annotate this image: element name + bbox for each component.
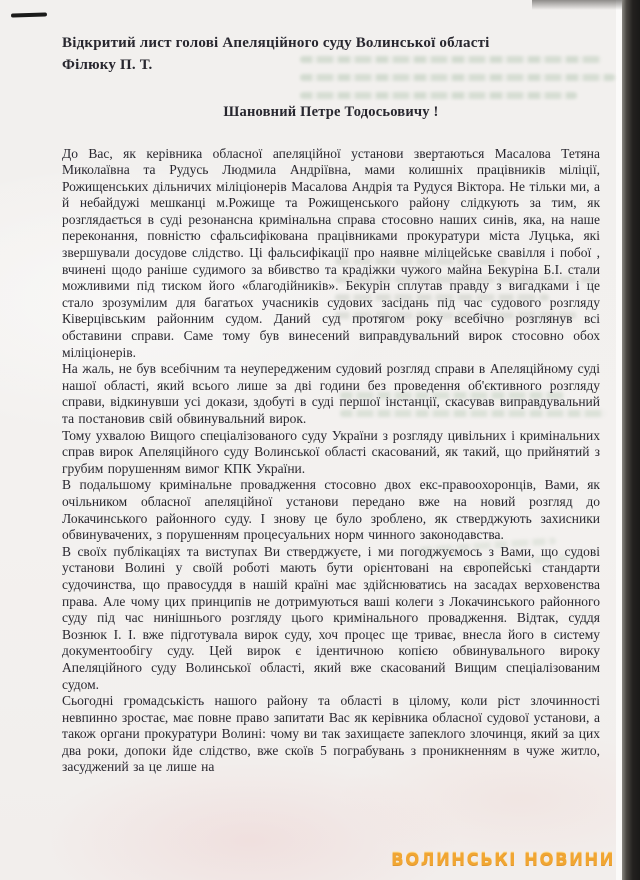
letter-paragraph: В своїх публікаціях та виступах Ви стверджуєте, і ми погоджуємось з Вами, що судові установи Волині у своїй роботі мають бути орієнтовані на європейські стандарти судочинства, що правосуддя в нашій країні має здійснюватись на засадах верховенства права. Але чому цих принципів не дотримуються ваші колеги з Локачинського районного суду під час нинішнього розгляду цього кримінального провадження. Відтак, суддя Вознюк І. І. вже підготувала вирок суду, хоч процес ще триває, внесла його в систему документообігу суду. Цей вирок є ідентичною копією обвинувального вироку Апеляційного суду Волинської області, який вже скасований Вищим спеціалізованим судом. xyxy=(62,543,600,692)
letter-paragraph: На жаль, не був всебічним та неупередженим судовий розгляд справи в Апеляційному суді нашої області, який всього лише за дві години без проведення об'єктивного розгляду справи, відкинувши усі докази, здобуті в суді першої інстанції, скасував виправдувальний та постановив свій обвинувальний вирок. xyxy=(62,361,600,426)
letter-paragraph: В подальшому кримінальне провадження стосовно двох екс-правоохоронців, Вами, як очільником обласної апеляційної установи передано вже на новий розгляд до Локачинського районного суду. І знову це було зроблено, як стверджують захисники обвинувачених, з порушенням процесуальних норм чинного законодавства. xyxy=(62,477,600,543)
letter-title xyxy=(62,33,600,77)
letter-salutation: Шановний Петре Тодосьовичу ! xyxy=(223,103,439,120)
letter-paragraph: Сьогодні громадськість нашого району та області в цілому, коли ріст злочинності невпинно зростає, має повне право запитати Вас як керівника обласної судової установи, а також органи прокуратури Волині: чому ви так захищаєте запеклого злочинця, який за цих два роки, допоки йде слідство, вже скоїв 5 пограбувань з проникненням в чуже житло, засуджений за це лише на xyxy=(62,693,600,775)
letter-body xyxy=(62,146,600,777)
letter-paragraph: До Вас, як керівника обласної апеляційної установи звертаються Масалова Тетяна Миколаївна та Рудусь Людмила Андріївна, мами колишніх працівників міліції, Рожищенських дільничих міліціонерів Масалова Андрія та Рудуся Віктора. Не тільки ми, а й небайдужі мешканці м.Рожище та Рожищенського району слідкують за тим, як розглядається в суді резонансна кримінальна справа стосовно наших синів, яка, на наше переконання, повністю сфальсифікована працівниками прокуратури міста Луцька, які звершували досудове слідство. Ці фальсифікації про наявне міліцейське свавілля і побої , вчинені щодо раніше судимого за вбивство та крадіжки чужого майна Бекуріна Б.І. стали можливими під тиском його «благодійників». Бекурін сплутав правду з вигадками і це стало зрозумілим для багатьох учасників судових засідань під час судового розгляду Ківерцівським районним судом. Даний суд протягом року всебічно розглянув всі обставини справи. Саме тому був винесений виправдувальний вирок стосовно обох міліціонерів. xyxy=(62,145,600,360)
letter-content xyxy=(62,33,600,776)
letter-title-line2: Філюку П. Т. xyxy=(62,56,153,73)
letter-paragraph: Тому ухвалою Вищого спеціалізованого суду України з розгляду цивільних і кримінальних справ вирок Апеляційного суду Волинської області скасований, як такий, що прийнятий з грубим порушенням вимог КПК України. xyxy=(62,427,600,476)
scanner-edge-shadow xyxy=(622,0,640,880)
volynski-novyny-watermark: ВОЛИНСЬКІ НОВИНИ xyxy=(391,850,615,869)
scan-dash-artifact xyxy=(11,12,47,17)
scanner-top-shade xyxy=(532,0,622,10)
letter-title-line1: Відкритий лист голові Апеляційного суду Волинської області xyxy=(62,35,490,51)
